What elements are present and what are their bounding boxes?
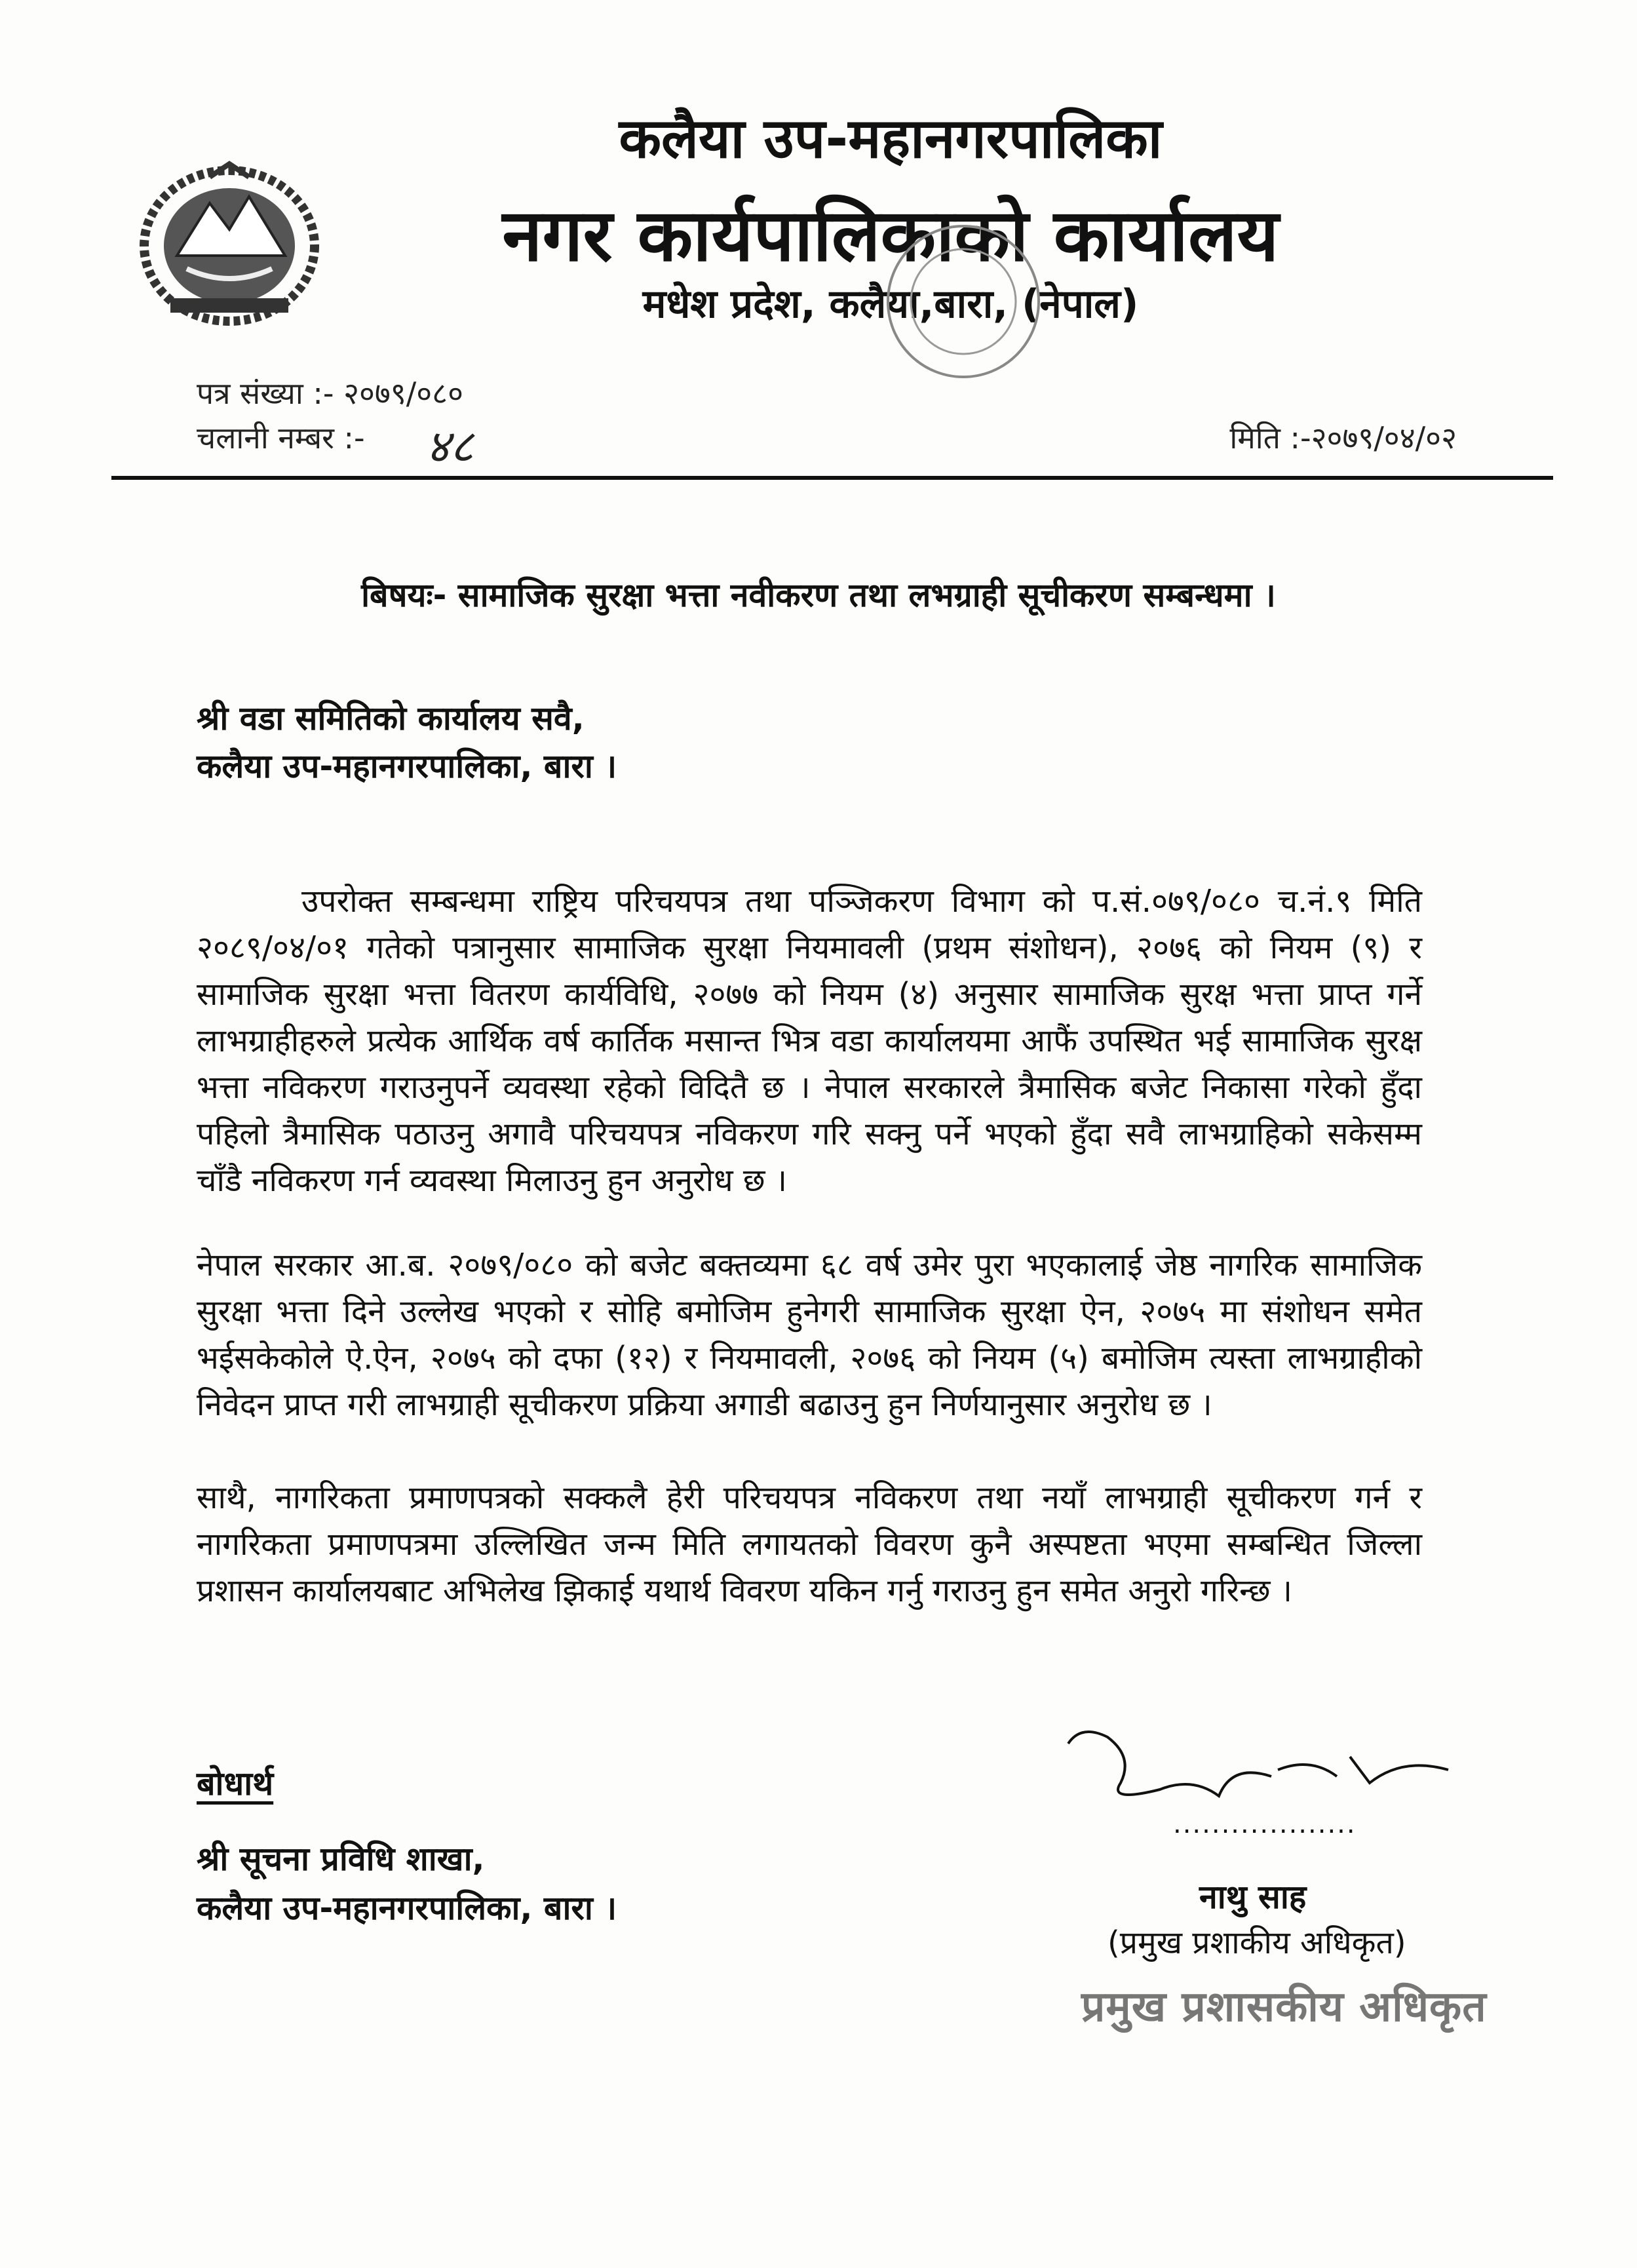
addressee-line-1: श्री वडा समितिको कार्यालय सवै, xyxy=(197,699,585,737)
signatory-name: नाथु साह xyxy=(1199,1878,1307,1916)
chalani-label: चलानी नम्बर :- xyxy=(197,420,365,456)
municipality-name: कलैया उप-महानगरपालिका xyxy=(619,106,1163,170)
bodhartha-heading: बोधार्थ xyxy=(197,1765,274,1803)
handwritten-signature xyxy=(1062,1717,1455,1816)
body-paragraph-1: उपरोक्त सम्बन्धमा राष्ट्रिय परिचयपत्र तथा पञ्जिकरण विभाग को प.सं.०७९/०८० च.नं.९ मिति २०८९/०४/०१ गतेको पत्रानुसार सामाजिक सुरक्षा नियमावली (प्रथम संशोधन), २०७६ को नियम (९) र सामाजिक सुरक्षा भत्ता वितरण कार्यविधि, २०७७ को नियम (४) अनुसार सामाजिक सुरक्ष भत्ता प्राप्त गर्ने लाभग्राहीहरुले प्रत्येक आर्थिक वर्ष कार्तिक मसान्त भित्र वडा कार्यालयमा आफैं उपस्थित भई सामाजिक सुरक्ष भत्ता नविकरण गराउनुपर्ने व्यवस्था रहेको विदितै छ । नेपाल सरकारले त्रैमासिक बजेट निकासा गरेको हुँदा पहिलो त्रैमासिक पठाउनु अगावै परिचयपत्र नविकरण गरि सक्नु पर्ने भएको हुँदा सवै लाभग्राहिको सकेसम्म चाँडै नविकरण गर्न व्यवस्था मिलाउनु हुन अनुरोध छ । xyxy=(197,883,1422,1199)
subject-line: बिषयः- सामाजिक सुरक्षा भत्ता नवीकरण तथा लभग्राही सूचीकरण सम्बन्धमा । xyxy=(361,576,1276,614)
body-paragraph-2: नेपाल सरकार आ.ब. २०७९/०८० को बजेट बक्तव्यमा ६८ वर्ष उमेर पुरा भएकालाई जेष्ठ नागरिक सामाजिक सुरक्षा भत्ता दिने उल्लेख भएको र सोहि बमोजिम हुनेगरी सामाजिक सुरक्षा ऐन, २०७५ मा संशोधन समेत भईसकेकोले ऐ.ऐन, २०७५ को दफा (१२) र नियमावली, २०७६ को नियम (५) बमोजिम त्यस्ता लाभग्राहीको निवेदन प्राप्त गरी लाभग्राही सूचीकरण प्रक्रिया अगाडी बढाउनु हुन निर्णयानुसार अनुरोध छ । xyxy=(197,1247,1422,1423)
bodhartha-line-2: कलैया उप-महानगरपालिका, बारा । xyxy=(197,1889,617,1927)
bodhartha-line-1: श्री सूचना प्रविधि शाखा, xyxy=(197,1840,485,1878)
designation-stamp: प्रमुख प्रशासकीय अधिकृत xyxy=(1081,1983,1487,2031)
signature-dots: ................... xyxy=(1173,1809,1357,1839)
office-address: मधेश प्रदेश, कलैया,बारा, (नेपाल) xyxy=(642,281,1139,327)
office-seal-icon xyxy=(865,216,1062,387)
header-divider xyxy=(111,476,1553,480)
office-name: नगर कार्यपालिकाको कार्यालय xyxy=(502,193,1279,277)
body-paragraph-3: साथै, नागरिकता प्रमाणपत्रको सक्कलै हेरी परिचयपत्र नविकरण तथा नयाँ लाभग्राही सूचीकरण गर्न र नागरिकता प्रमाणपत्रमा उल्लिखित जन्म मिति लगायतको विवरण कुनै अस्पष्टता भएमा सम्बन्धित जिल्ला प्रशासन कार्यालयबाट अभिलेख झिकाई यथार्थ विवरण यकिन गर्नु गराउनु हुन समेत अनुरो गरिन्छ । xyxy=(197,1479,1422,1609)
addressee-line-2: कलैया उप-महानगरपालिका, बारा । xyxy=(197,747,617,785)
chalani-number: ४८ xyxy=(426,420,474,473)
signatory-title: (प्रमुख प्रशाकीय अधिकृत) xyxy=(1107,1925,1406,1961)
letter-date: मिति :-२०७९/०४/०२ xyxy=(1229,420,1457,456)
patra-sankhya: पत्र संख्या :- २०७९/०८० xyxy=(197,376,464,411)
